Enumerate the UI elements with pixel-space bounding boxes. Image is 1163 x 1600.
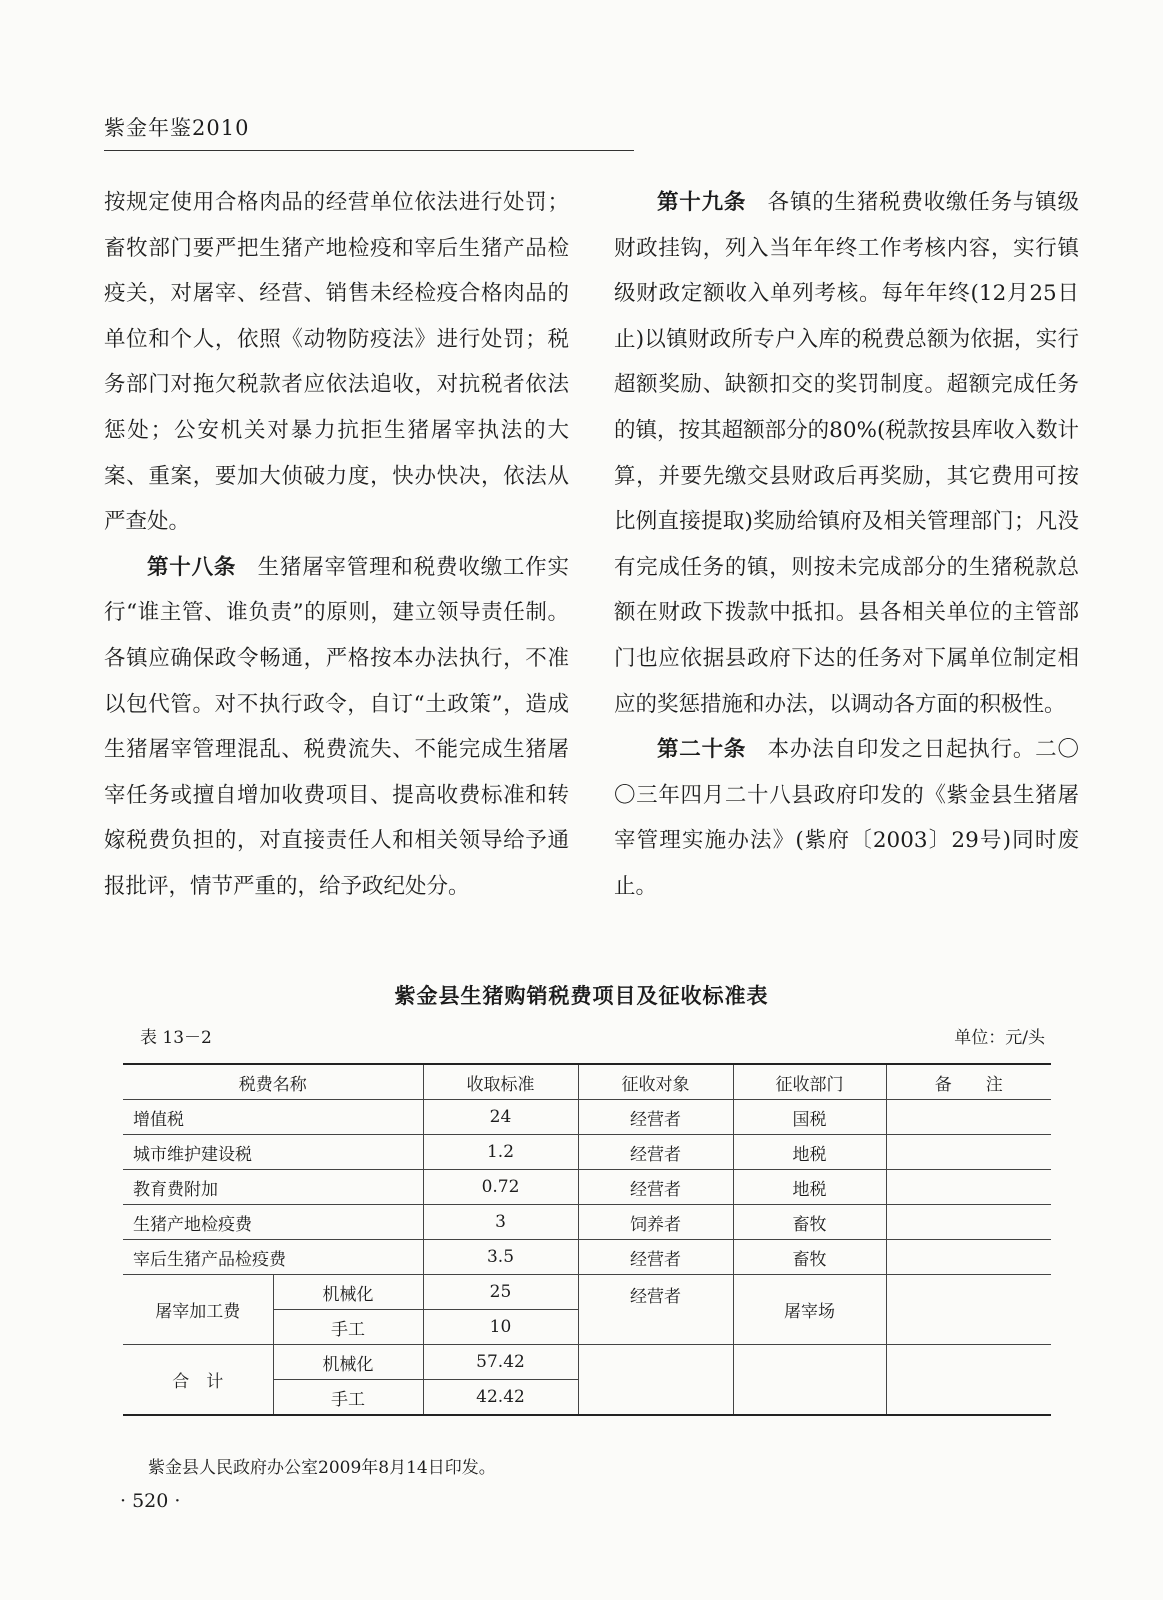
cell-standard: 25 [423,1275,578,1310]
cell-tax-name: 城市维护建设税 [123,1135,423,1170]
cell-tax-name: 生猪产地检疫费 [123,1205,423,1240]
page-number: · 520 · [120,1490,181,1512]
cell-standard: 3 [423,1205,578,1240]
left-paragraph-continuation: 按规定使用合格肉品的经营单位依法进行处罚；畜牧部门要严把生猪产地检疫和宰后生猪产品检疫关，对屠宰、经营、销售未经检疫合格肉品的单位和个人，依照《动物防疫法》进行处罚；税务部门对拖欠税款者应依法追收，对抗税者依法惩处；公安机关对暴力抗拒生猪屠宰执法的大案、重案，要加大侦破力度，快办快决，依法从严查处。 [104,190,569,535]
table-title: 紫金县生猪购销税费项目及征收标准表 [394,984,769,1008]
article-20-text: 本办法自印发之日起执行。二〇〇三年四月二十八县政府印发的《紫金县生猪屠宰管理实施办法》(紫府〔2003〕29号)同时废止。 [614,737,1079,899]
header-department: 征收部门 [733,1064,886,1100]
cell-remarks [886,1240,1051,1275]
article-18 [104,545,569,910]
cell-standard: 10 [423,1310,578,1345]
cell-tax-name: 宰后生猪产品检疫费 [123,1240,423,1275]
table-number: 表 13－2 [140,1028,212,1048]
cell-department: 畜牧 [733,1240,886,1275]
left-column [104,180,569,910]
cell-standard: 24 [423,1100,578,1135]
table-row [123,1170,1051,1205]
article-20 [614,727,1079,909]
article-18-title: 第十八条 [147,554,237,580]
cell-standard: 1.2 [423,1135,578,1170]
cell-object: 经营者 [578,1275,733,1345]
header-tax-name: 税费名称 [123,1064,423,1100]
cell-department: 屠宰场 [733,1275,886,1345]
cell-department: 畜牧 [733,1205,886,1240]
table-row-total-mechanized [123,1345,1051,1380]
right-column [614,180,1079,910]
cell-remarks [886,1170,1051,1205]
table-row [123,1135,1051,1170]
article-20-title: 第二十条 [657,737,747,763]
cell-object [578,1345,733,1416]
cell-department [733,1345,886,1416]
cell-tax-name: 教育费附加 [123,1170,423,1205]
cell-remarks [886,1205,1051,1240]
cell-remarks [886,1100,1051,1135]
table-row-slaughter-mechanized [123,1275,1051,1310]
article-19-text: 各镇的生猪税费收缴任务与镇级财政挂钩，列入当年年终工作考核内容，实行镇级财政定额收入单列考核。每年年终(12月25日止)以镇财政所专户入库的税费总额为依据，实行超额奖励、缺额扣交的奖罚制度。超额完成任务的镇，按其超额部分的80%(税款按县库收入数计算，并要先缴交县财政后再奖励，其它费用可按比例直接提取)奖励给镇府及相关管理部门；凡没有完成任务的镇，则按未完成部分的生猪税款总额在财政下拨款中抵扣。县各相关单位的主管部门也应依据县政府下达的任务对下属单位制定相应的奖惩措施和办法，以调动各方面的积极性。 [614,190,1079,717]
table-unit: 单位：元/头 [954,1028,1045,1048]
cell-standard: 57.42 [423,1345,578,1380]
cell-department: 地税 [733,1170,886,1205]
header-rule [104,150,634,151]
header-remarks: 备 注 [886,1064,1051,1100]
cell-total-name: 合 计 [123,1345,273,1416]
article-18-text: 生猪屠宰管理和税费收缴工作实行“谁主管、谁负责”的原则，建立领导责任制。各镇应确保政令畅通，严格按本办法执行，不准以包代管。对不执行政令，自订“土政策”，造成生猪屠宰管理混乱、税费流失、不能完成生猪屠宰任务或擅自增加收费项目、提高收费标准和转嫁税费负担的，对直接责任人和相关领导给予通报批评，情节严重的，给予政纪处分。 [104,554,569,899]
cell-sub-type: 手工 [273,1310,423,1345]
cell-remarks [886,1275,1051,1345]
cell-sub-type: 机械化 [273,1275,423,1310]
issuance-note: 紫金县人民政府办公室2009年8月14日印发。 [148,1458,496,1478]
cell-remarks [886,1135,1051,1170]
cell-tax-name: 增值税 [123,1100,423,1135]
cell-slaughter-name: 屠宰加工费 [123,1275,273,1345]
tax-table [123,1063,1051,1416]
cell-object: 经营者 [578,1100,733,1135]
table-row [123,1205,1051,1240]
cell-standard: 42.42 [423,1380,578,1416]
article-19-title: 第十九条 [657,190,747,215]
header-object: 征收对象 [578,1064,733,1100]
cell-object: 经营者 [578,1240,733,1275]
table-header-row [123,1064,1051,1100]
header-standard: 收取标准 [423,1064,578,1100]
cell-sub-type: 手工 [273,1380,423,1416]
cell-standard: 3.5 [423,1240,578,1275]
cell-department: 国税 [733,1100,886,1135]
cell-object: 经营者 [578,1135,733,1170]
cell-sub-type: 机械化 [273,1345,423,1380]
table-row [123,1100,1051,1135]
article-19 [614,180,1079,727]
cell-remarks [886,1345,1051,1416]
cell-object: 经营者 [578,1170,733,1205]
cell-object: 饲养者 [578,1205,733,1240]
cell-department: 地税 [733,1135,886,1170]
cell-standard: 0.72 [423,1170,578,1205]
table-row [123,1240,1051,1275]
running-title: 紫金年鉴2010 [104,116,250,140]
